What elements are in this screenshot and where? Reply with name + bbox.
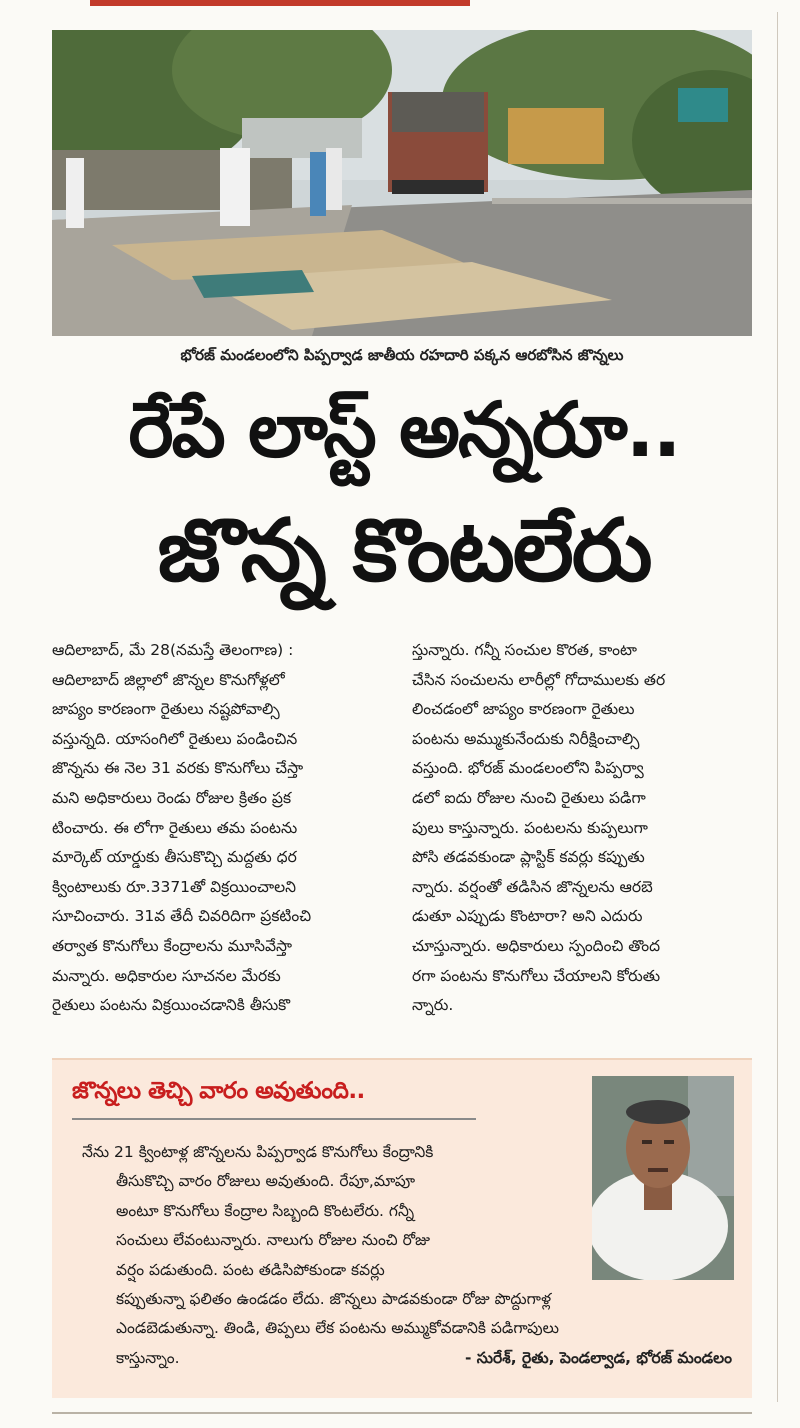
article-column-left [52, 636, 392, 1021]
headline-line-1: రేపే లాస్ట్ అన్నరూ.. [128, 385, 680, 474]
article-body [52, 636, 752, 1021]
body-line: రైతులు పంటను విక్రయించడానికి తీసుకొ [52, 996, 291, 1015]
body-line: జొన్నను ఈ నెల 31 వరకు కొనుగోలు చేస్తా [52, 759, 304, 778]
bottom-rule [52, 1412, 752, 1414]
quote-line: ఎండబెడుతున్నా. తిండి, తిప్పలు లేక పంటను అమ్ముకోవడానికి పడిగాపులు [116, 1319, 559, 1338]
quote-attribution: - సురేశ్, రైతు, పెండల్వాడ, భోరజ్ మండలం [464, 1348, 732, 1367]
title-underline [72, 1118, 476, 1120]
quote-line: కప్పుతున్నా ఫలితం ఉండడం లేదు. జొన్నలు పాడవకుండా రోజు పొద్దుగాళ్ల [116, 1289, 552, 1308]
body-line: పులు కాస్తున్నారు. పంటలను కుప్పలుగా [412, 818, 648, 837]
body-line: డుతూ ఎప్పుడు కొంటారా? అని ఎదురు [412, 907, 643, 926]
photo-caption: భోరజ్ మండలంలోని పిప్పర్వాడ జాతీయ రహదారి పక్కన ఆరబోసిన జొన్నలు [180, 346, 624, 364]
news-photo-highway-grain [52, 30, 752, 336]
body-line: ఆదిలాబాద్, మే 28(నమస్తే తెలంగాణ) : [52, 641, 294, 659]
body-line: న్నారు. [412, 996, 454, 1015]
column-rule [777, 12, 778, 1402]
body-line: ఆదిలాబాద్ జిల్లాలో జొన్నల కొనుగోళ్లలో [52, 670, 285, 689]
top-red-strip [90, 0, 470, 6]
quote-line: కాస్తున్నాం. [116, 1348, 180, 1367]
body-line: జాప్యం కారణంగా రైతులు నష్టపోవాల్సి [52, 700, 280, 719]
body-line: మార్కెట్ యార్డుకు తీసుకొచ్చి మద్దతు ధర [52, 848, 297, 867]
body-line: లించడంలో జాప్యం కారణంగా రైతులు [412, 700, 635, 719]
quote-line: సంచులు లేవంటున్నారు. నాలుగు రోజుల నుంచి రోజు [116, 1231, 431, 1250]
body-line: చేసిన సంచులను లారీల్లో గోదాములకు తర [412, 670, 666, 689]
quote-final-row [72, 1344, 732, 1373]
body-line: పోసి తడవకుండా ప్లాస్టిక్ కవర్లు కప్పుతు [412, 848, 645, 867]
body-line: తర్వాత కొనుగోలు కేంద్రాలను మూసివేస్తా [52, 936, 292, 955]
body-line: మన్నారు. అధికారుల సూచనల మేరకు [52, 966, 281, 985]
quote-line: నేను 21 క్వింటాళ్ల జొన్నలను పిప్పర్వాడ కొనుగోలు కేంద్రానికి [82, 1143, 434, 1161]
body-line: సూచించారు. 31వ తేదీ చివరిదిగా ప్రకటించి [52, 907, 312, 926]
quote-line: తీసుకొచ్చి వారం రోజులు అవుతుంది. రేపూ,మాపూ [116, 1172, 415, 1191]
quote-text [72, 1138, 732, 1373]
quote-box-title: జొన్నలు తెచ్చి వారం అవుతుంది.. [72, 1078, 365, 1104]
body-line: రగా పంటను కొనుగోలు చేయాలని కోరుతు [412, 966, 661, 985]
body-line: డలో ఐదు రోజుల నుంచి రైతులు పడిగా [412, 788, 646, 807]
quote-line: అంటూ కొనుగోలు కేంద్రాల సిబ్బంది కొంటలేరు. గన్నీ [116, 1201, 415, 1220]
farmer-quote-box [52, 1058, 752, 1398]
body-line: న్నారు. వర్షంతో తడిసిన జొన్నలను ఆరబె [412, 877, 653, 896]
body-line: క్వింటాలుకు రూ.3371తో విక్రయించాలని [52, 877, 296, 896]
body-line: పంటను అమ్ముకునేందుకు నిరీక్షించాల్సి [412, 729, 640, 748]
body-line: చూస్తున్నారు. అధికారులు స్పందించి తొంద [412, 936, 661, 955]
body-line: టించారు. ఈ లోగా రైతులు తమ పంటను [52, 818, 298, 837]
headline-line-2: జొన్న కొంటలేరు [157, 501, 651, 601]
body-line: వస్తున్నది. యాసంగిలో రైతులు పండించిన [52, 729, 298, 748]
body-line: స్తున్నారు. గన్నీ సంచుల కొరత, కాంటా [412, 641, 637, 659]
article-column-right [412, 636, 752, 1021]
body-line: వస్తుంది. భోరజ్ మండలంలోని పిప్పర్వా [412, 759, 644, 778]
quote-line: వర్షం పడుతుంది. పంట తడిసిపోకుండా కవర్లు [116, 1260, 385, 1279]
body-line: మని అధికారులు రెండు రోజుల క్రితం ప్రక [52, 788, 292, 807]
